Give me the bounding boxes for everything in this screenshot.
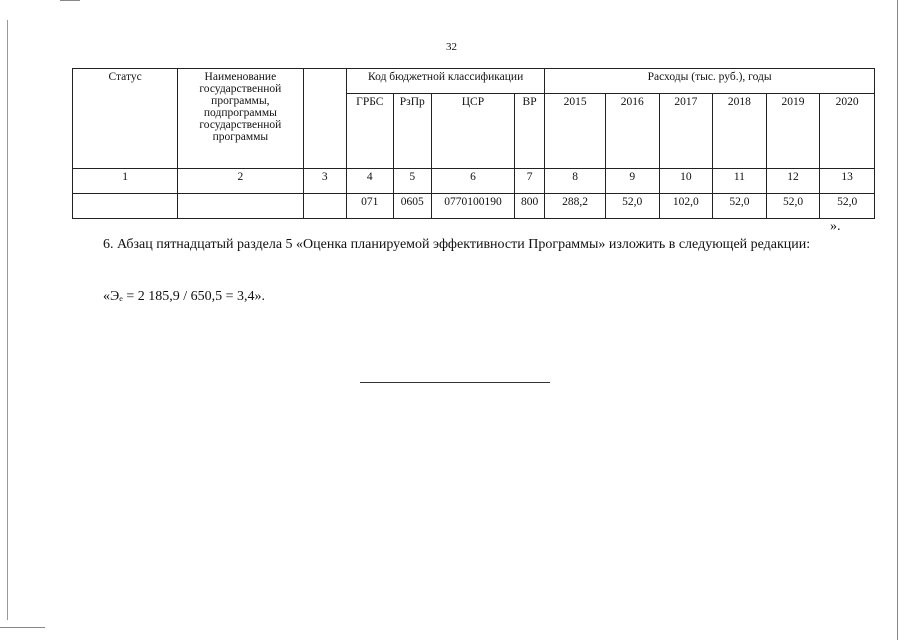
column-number: 2 xyxy=(178,169,303,194)
header-code-grbs: ГРБС xyxy=(347,94,394,169)
closing-quote-mark: ». xyxy=(830,219,841,234)
header-blank xyxy=(303,69,346,169)
column-number-row xyxy=(73,169,875,194)
header-year: 2017 xyxy=(659,94,713,169)
column-number: 6 xyxy=(431,169,514,194)
section-divider xyxy=(360,382,550,383)
table-cell: 288,2 xyxy=(545,194,606,219)
paragraph-amendment: 6. Абзац пятнадцатый раздела 5 «Оценка планируемой эффективности Программы» изложить в следующей редакции: xyxy=(103,237,811,252)
header-year: 2018 xyxy=(713,94,767,169)
table-cell xyxy=(73,194,178,219)
scan-mark-bottom xyxy=(0,627,45,628)
column-number: 3 xyxy=(303,169,346,194)
formula-line: «Эₑ = 2 185,9 / 650,5 = 3,4». xyxy=(103,289,266,304)
header-year: 2020 xyxy=(820,94,875,169)
column-number: 9 xyxy=(605,169,659,194)
header-year: 2019 xyxy=(766,94,820,169)
page-number: 32 xyxy=(446,41,457,53)
column-number: 1 xyxy=(73,169,178,194)
column-number: 13 xyxy=(820,169,875,194)
header-code-vr: ВР xyxy=(514,94,544,169)
table-cell: 52,0 xyxy=(820,194,875,219)
header-code-group: Код бюджетной классификации xyxy=(347,69,545,94)
table-cell: 0605 xyxy=(393,194,431,219)
column-number: 11 xyxy=(713,169,767,194)
table-cell: 52,0 xyxy=(713,194,767,219)
scan-edge-right xyxy=(897,0,898,640)
header-code-csr: ЦСР xyxy=(431,94,514,169)
table-cell xyxy=(178,194,303,219)
column-number: 5 xyxy=(393,169,431,194)
header-expenses-group: Расходы (тыс. руб.), годы xyxy=(545,69,875,94)
table-cell: 800 xyxy=(514,194,544,219)
header-name: Наименование государственной программы, подпрограммы государственной программы xyxy=(178,69,303,169)
header-code-rzpr: РзПр xyxy=(393,94,431,169)
header-status: Статус xyxy=(73,69,178,169)
table-cell: 52,0 xyxy=(766,194,820,219)
column-number: 4 xyxy=(347,169,394,194)
column-number: 7 xyxy=(514,169,544,194)
column-number: 12 xyxy=(766,169,820,194)
table-cell: 102,0 xyxy=(659,194,713,219)
budget-table xyxy=(72,68,875,219)
header-year: 2015 xyxy=(545,94,606,169)
column-number: 8 xyxy=(545,169,606,194)
scan-mark-top xyxy=(60,0,80,1)
column-number: 10 xyxy=(659,169,713,194)
table-cell: 52,0 xyxy=(605,194,659,219)
header-year: 2016 xyxy=(605,94,659,169)
table-cell: 0770100190 xyxy=(431,194,514,219)
table-row xyxy=(73,194,875,219)
table-cell: 071 xyxy=(347,194,394,219)
table-cell xyxy=(303,194,346,219)
scan-edge-left xyxy=(7,20,8,620)
